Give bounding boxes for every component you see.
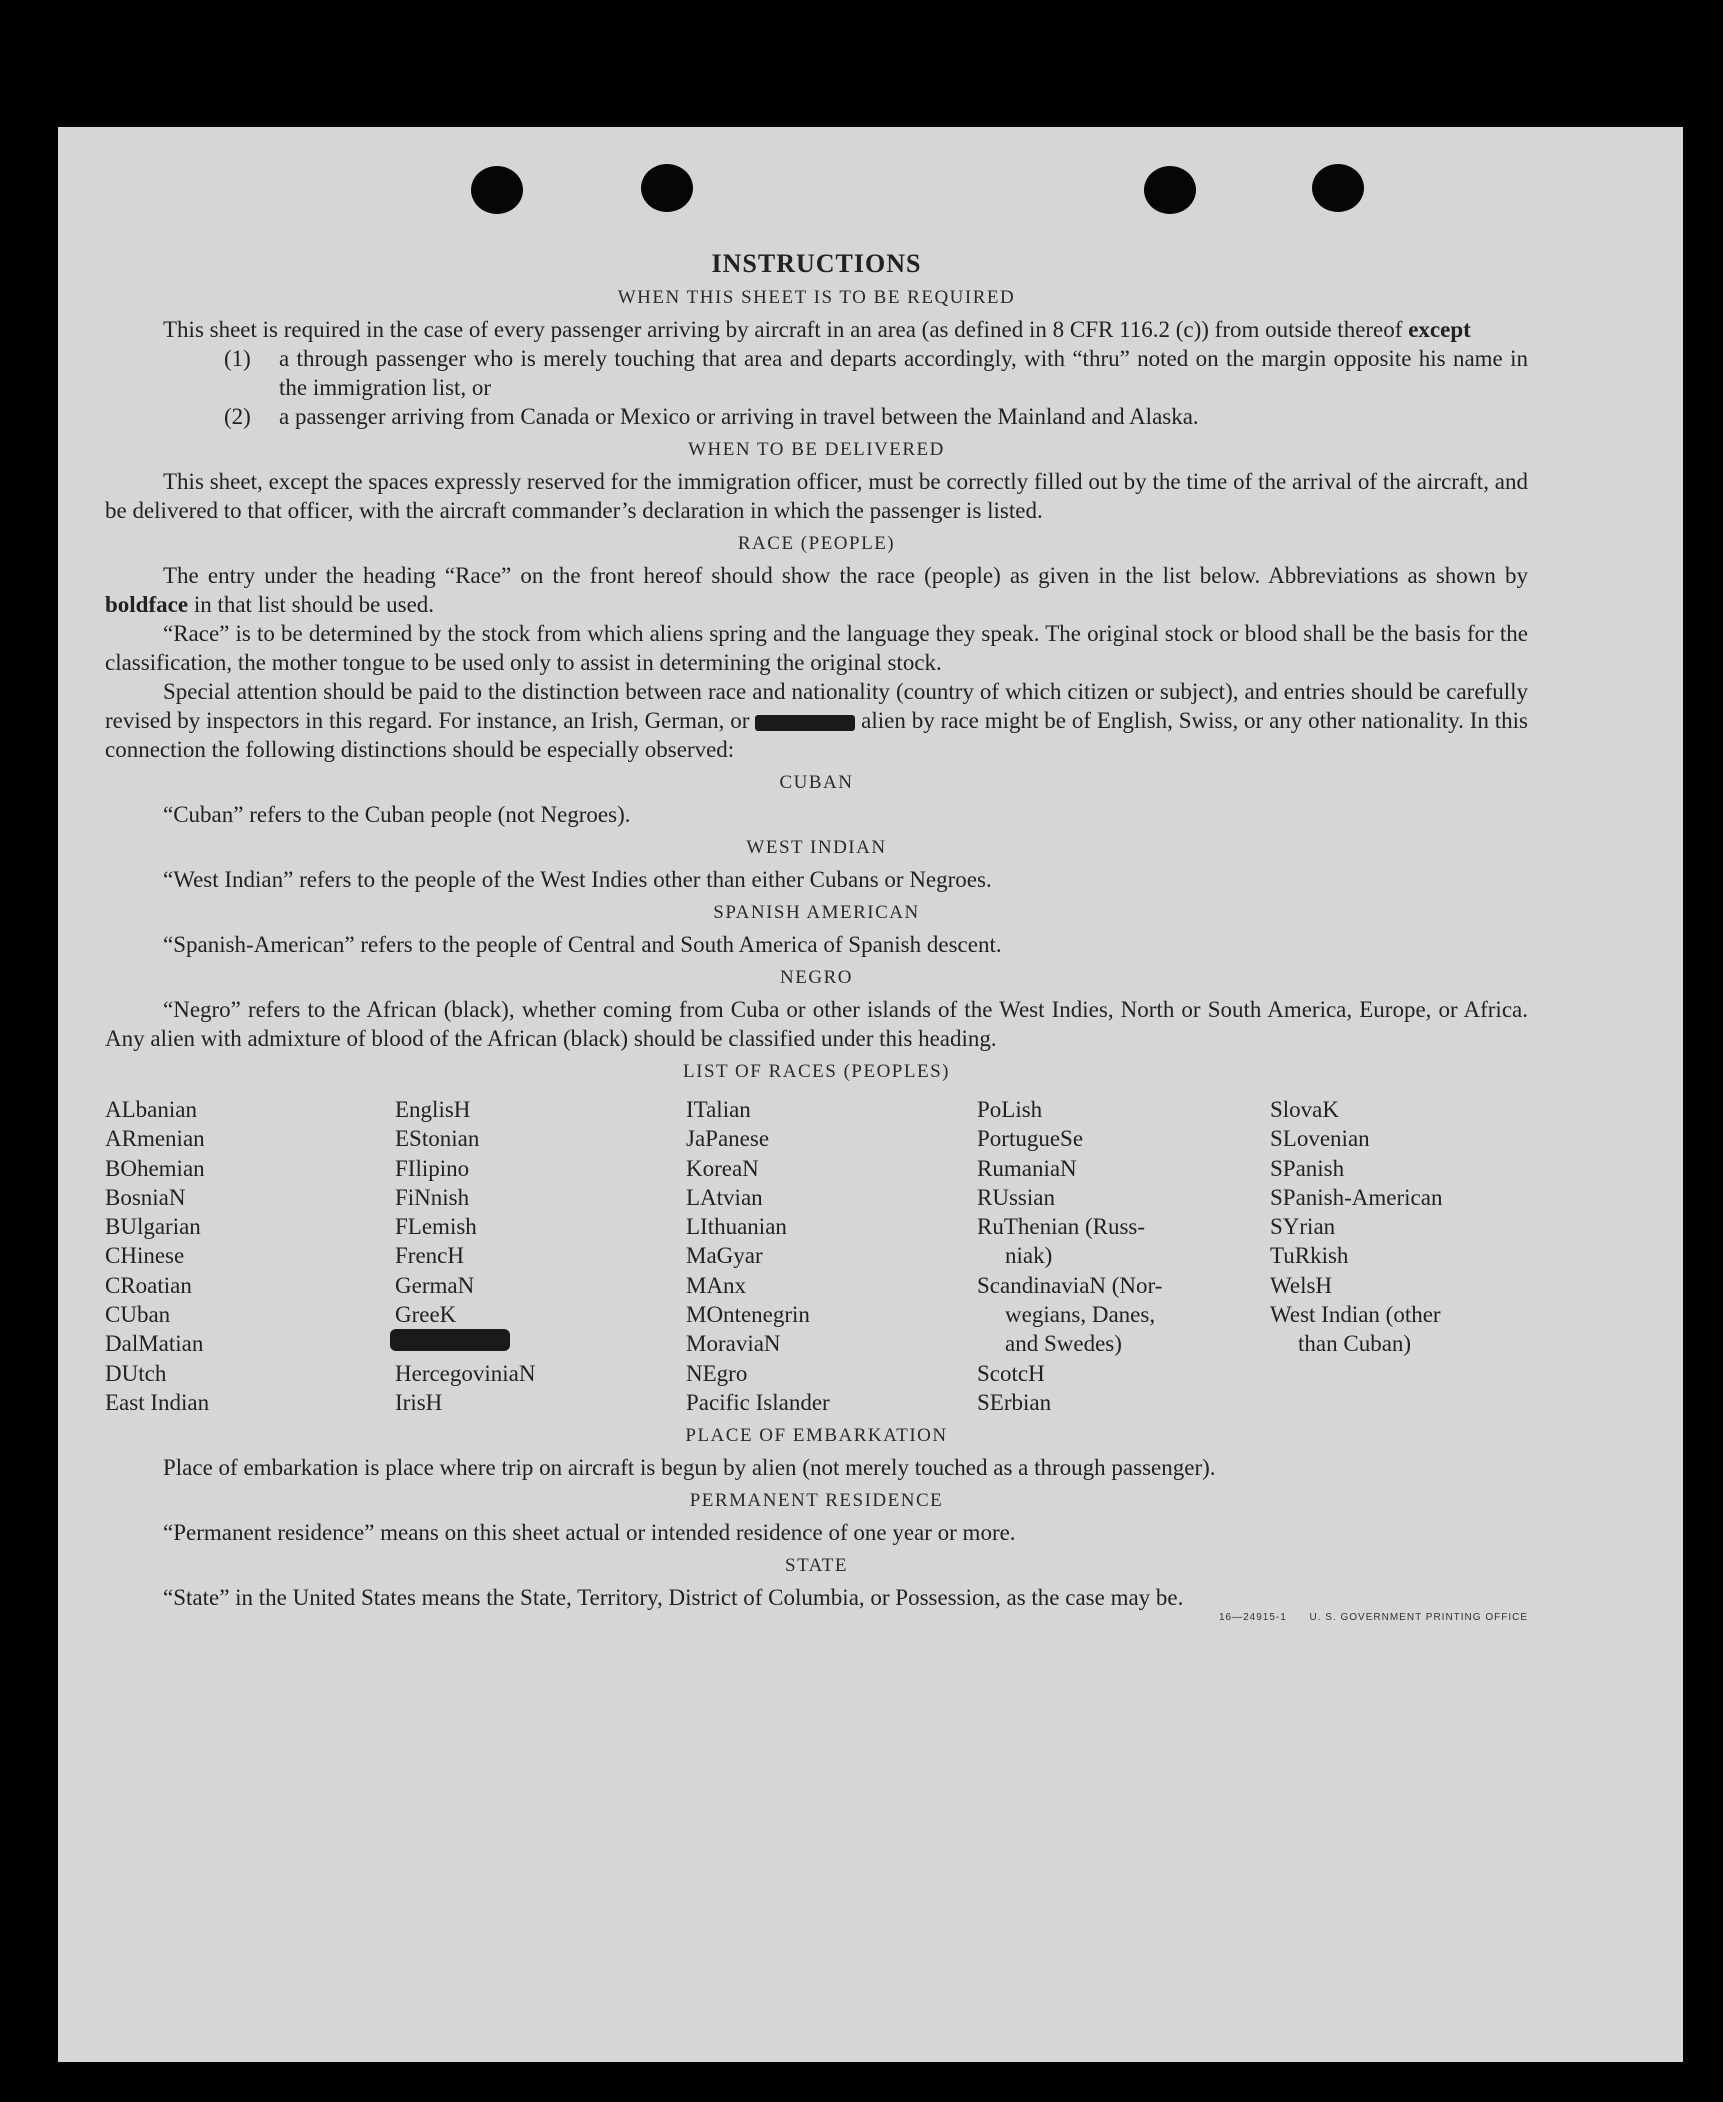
race-item: SErbian (977, 1389, 1052, 1415)
printer-imprint (1219, 1612, 1528, 1623)
race-item: GreeK (395, 1302, 457, 1328)
race-item: East Indian (105, 1389, 210, 1415)
race-item: MoraviaN (686, 1331, 781, 1357)
cuban-text: “Cuban” refers to the Cuban people (not Negroes). (163, 802, 631, 827)
residence-text: “Permanent residence” means on this sheet actual or intended residence of one year or more. (163, 1520, 1016, 1546)
race-item: SPanish-American (1270, 1184, 1443, 1210)
printer-name: U. S. GOVERNMENT PRINTING OFFICE (1309, 1612, 1528, 1624)
race-item: FiNnish (395, 1184, 470, 1210)
section-heading-negro: NEGRO (780, 967, 853, 988)
section-heading-race: RACE (PEOPLE) (737, 533, 896, 554)
race-paragraph-2: “Race” is to be determined by the stock from which aliens spring and the language they speak. The original stock or blood shall be the basis for the classification, the mother tongue to be used only to assist in determining the original stock. (105, 621, 1528, 675)
section-heading-spanish-american: SPANISH AMERICAN (713, 902, 920, 923)
race-paragraph-3: Special attention should be paid to the distinction between race and nationality (country of which citizen or subject), and entries should be carefully revised by inspectors in this regard. For instance, an Irish, German, or alien by race might be of English, Swiss, or any other nationality. In this connection the following distinctions should be especially observed: (105, 679, 1529, 762)
list-item: (1) a through passenger who is merely touching that area and departs accordingly, with “thru” noted on the margin opposite his name in the immigration list, or (224, 346, 1528, 400)
race-item-continuation: wegians, Danes, (1005, 1302, 1156, 1328)
section-heading-embarkation: PLACE OF EMBARKATION (685, 1425, 948, 1447)
footer (105, 1612, 1528, 1627)
section-heading-residence: PERMANENT RESIDENCE (689, 1490, 944, 1512)
race-item: RuThenian (Russ- (977, 1214, 1146, 1240)
race-item-continuation: than Cuban) (1298, 1331, 1412, 1357)
section-heading-state: STATE (785, 1555, 848, 1577)
race-item: DalMatian (105, 1331, 204, 1357)
punch-hole (471, 166, 523, 214)
races-column-5 (1270, 1095, 1528, 1417)
race-item: GermaN (395, 1272, 475, 1298)
list-item: (2) a passenger arriving from Canada or Mexico or arriving in travel between the Mainland and Alaska. (224, 404, 1199, 429)
race-item: SYrian (1270, 1214, 1336, 1240)
race-item: BUlgarian (105, 1214, 201, 1240)
race-item: RUssian (977, 1184, 1055, 1210)
section-heading-cuban: CUBAN (779, 772, 854, 793)
race-item: SLovenian (1270, 1126, 1370, 1152)
redaction-mark (390, 1329, 510, 1351)
races-list (105, 1095, 1528, 1417)
race-item: FLemish (395, 1214, 477, 1240)
state-text: “State” in the United States means the State, Territory, District of Columbia, or Possession, as the case may be. (163, 1585, 1184, 1611)
races-column-3 (686, 1095, 977, 1417)
race-item: LIthuanian (686, 1214, 787, 1240)
negro-text: “Negro” refers to the African (black), whether coming from Cuba or other islands of the West Indies, North or South America, Europe, or Africa. Any alien with admixture of blood of the African (black) should be classified under this heading. (105, 997, 1528, 1051)
race-item: West Indian (other (1270, 1302, 1441, 1328)
race-item: ALbanian (105, 1097, 197, 1122)
race-item: HercegoviniaN (395, 1360, 536, 1386)
race-item: ARmenian (105, 1126, 205, 1152)
race-item: MAnx (686, 1272, 747, 1298)
form-number: 16—24915-1 (1219, 1612, 1287, 1624)
race-item: CHinese (105, 1243, 185, 1269)
punch-hole (1312, 164, 1364, 212)
race-item: JaPanese (686, 1126, 770, 1152)
page-title: INSTRUCTIONS (711, 249, 922, 278)
section-heading-list-of-races: LIST OF RACES (PEOPLES) (683, 1061, 950, 1082)
race-item: BOhemian (105, 1155, 205, 1181)
race-item: ScotcH (977, 1360, 1045, 1386)
race-item: TuRkish (1270, 1243, 1349, 1269)
race-item: RumaniaN (977, 1155, 1077, 1181)
race-item-continuation: and Swedes) (1005, 1331, 1122, 1357)
section-heading-delivered: WHEN TO BE DELIVERED (688, 439, 945, 460)
spanish-american-text: “Spanish-American” refers to the people of Central and South America of Spanish descent. (163, 932, 1002, 957)
races-column-4 (977, 1095, 1270, 1417)
race-item: SPanish (1270, 1155, 1345, 1181)
race-item: EnglisH (395, 1097, 471, 1122)
race-item: NEgro (686, 1360, 748, 1386)
section-heading-required: WHEN THIS SHEET IS TO BE REQUIRED (617, 287, 1016, 308)
west-indian-text: “West Indian” refers to the people of the West Indies other than either Cubans or Negroes. (163, 867, 992, 892)
race-paragraph-1: The entry under the heading “Race” on the front hereof should show the race (people) as given in the list below. Abbreviations as shown by boldface in that list should be used. (105, 563, 1528, 617)
race-item: EStonian (395, 1126, 480, 1152)
race-item: CRoatian (105, 1272, 192, 1298)
race-item: DUtch (105, 1360, 167, 1386)
instructions-content (105, 249, 1528, 1627)
race-item: FrencH (395, 1243, 464, 1269)
redaction-mark (755, 715, 855, 731)
race-item: ITalian (686, 1097, 751, 1122)
race-item: ScandinaviaN (Nor- (977, 1272, 1163, 1298)
punch-hole (641, 164, 693, 212)
race-item: MaGyar (686, 1243, 763, 1269)
document-sheet (58, 127, 1683, 2062)
race-item: IrisH (395, 1389, 443, 1415)
race-item: BosniaN (105, 1184, 186, 1210)
race-item-redacted (395, 1329, 686, 1358)
race-item: SlovaK (1270, 1097, 1339, 1122)
race-item: LAtvian (686, 1184, 763, 1210)
races-column-1 (105, 1095, 395, 1417)
race-item: KoreaN (686, 1155, 759, 1181)
race-item: Pacific Islander (686, 1389, 830, 1415)
race-item: WelsH (1270, 1272, 1333, 1298)
required-intro: This sheet is required in the case of every passenger arriving by aircraft in an area (as defined in 8 CFR 116.2 (c)) from outside thereof except (163, 317, 1471, 342)
race-item: MOntenegrin (686, 1302, 810, 1328)
race-item: FIlipino (395, 1155, 470, 1181)
race-item-continuation: niak) (1005, 1243, 1053, 1269)
delivered-text: This sheet, except the spaces expressly reserved for the immigration officer, must be correctly filled out by the time of the arrival of the aircraft, and be delivered to that officer, with the aircraft commander’s declaration in which the passenger is listed. (105, 469, 1528, 523)
punch-hole (1144, 166, 1196, 214)
races-column-2 (395, 1095, 686, 1417)
embarkation-text: Place of embarkation is place where trip on aircraft is begun by alien (not merely touched as a through passenger). (163, 1455, 1216, 1481)
race-item: PortugueSe (977, 1126, 1084, 1152)
race-item: PoLish (977, 1097, 1043, 1122)
race-item: CUban (105, 1302, 171, 1328)
section-heading-west-indian: WEST INDIAN (746, 837, 887, 858)
